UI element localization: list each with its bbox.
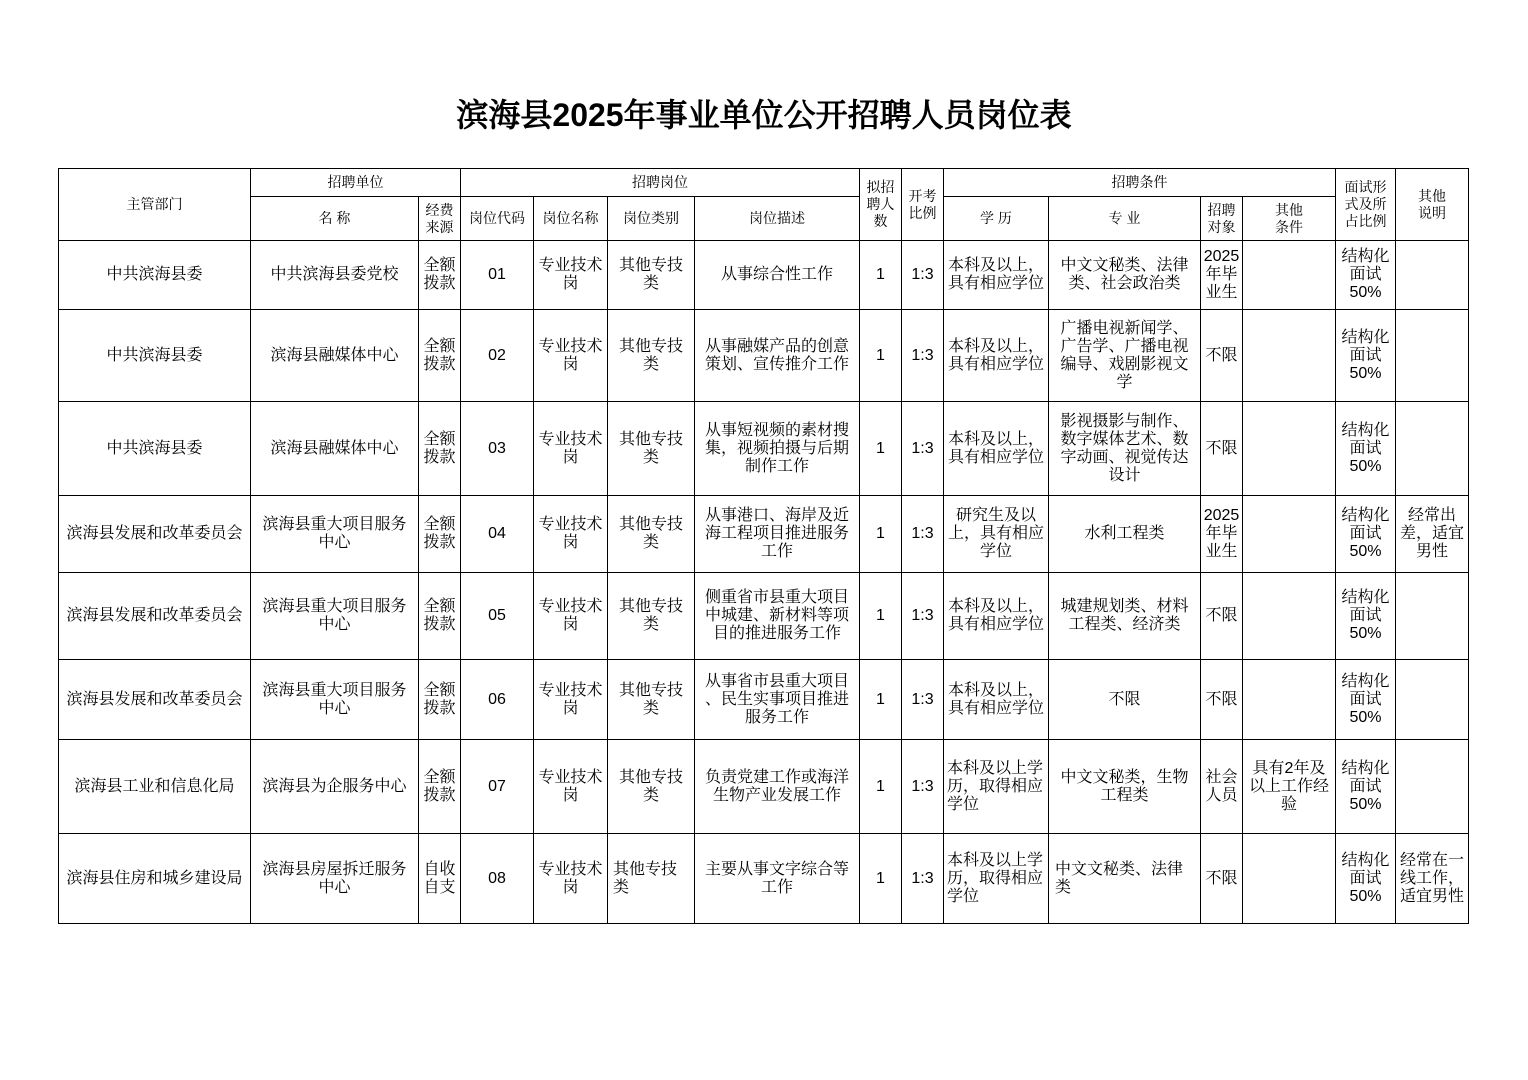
cell-target: 不限: [1201, 834, 1243, 924]
cell-post-category: 其他专技类: [608, 573, 695, 660]
cell-post-code: 02: [461, 310, 534, 402]
cell-other-cond: 具有2年及以上工作经验: [1243, 740, 1336, 834]
cell-major: 城建规划类、材料工程类、经济类: [1049, 573, 1201, 660]
header-post-code: 岗位代码: [461, 197, 534, 241]
cell-target: 不限: [1201, 573, 1243, 660]
cell-post-desc: 主要从事文字综合等工作: [695, 834, 860, 924]
cell-post-desc: 从事短视频的素材搜集，视频拍摄与后期制作工作: [695, 402, 860, 496]
cell-ratio: 1:3: [902, 241, 944, 310]
cell-post-code: 01: [461, 241, 534, 310]
cell-other-cond: [1243, 573, 1336, 660]
cell-post-desc: 从事综合性工作: [695, 241, 860, 310]
cell-dept: 中共滨海县委: [59, 310, 251, 402]
cell-funding: 全额拨款: [419, 496, 461, 573]
cell-post-code: 05: [461, 573, 534, 660]
cell-unit-name: 滨海县融媒体中心: [251, 402, 419, 496]
cell-post-desc: 从事融媒产品的创意策划、宣传推介工作: [695, 310, 860, 402]
cell-post-name: 专业技术岗: [534, 834, 608, 924]
header-remarks: [1396, 169, 1469, 241]
cell-target: 不限: [1201, 660, 1243, 740]
cell-post-category: 其他专技类: [608, 241, 695, 310]
cell-post-code: 04: [461, 496, 534, 573]
cell-funding: 自收自支: [419, 834, 461, 924]
cell-interview: 结构化面试50%: [1336, 496, 1396, 573]
cell-post-desc: 侧重省市县重大项目中城建、新材料等项目的推进服务工作: [695, 573, 860, 660]
cell-ratio: 1:3: [902, 310, 944, 402]
header-post-group: 招聘岗位: [461, 169, 860, 197]
cell-interview: 结构化面试50%: [1336, 402, 1396, 496]
cell-post-name: 专业技术岗: [534, 402, 608, 496]
header-cond-group: 招聘条件: [944, 169, 1336, 197]
page-title: 滨海县2025年事业单位公开招聘人员岗位表: [456, 97, 1072, 133]
cell-remarks: [1396, 660, 1469, 740]
cell-unit-name: 滨海县为企服务中心: [251, 740, 419, 834]
cell-ratio: 1:3: [902, 402, 944, 496]
header-unit-name: 名 称: [251, 197, 419, 241]
cell-ratio: 1:3: [902, 834, 944, 924]
header-interview: 面试形式及所占比例: [1336, 169, 1396, 241]
cell-funding: 全额拨款: [419, 573, 461, 660]
table-row: [59, 402, 1469, 496]
cell-headcount: 1: [860, 402, 902, 496]
cell-post-category: 其他专技类: [608, 740, 695, 834]
header-dept: 主管部门: [59, 169, 251, 241]
cell-post-desc: 从事省市县重大项目、民生实事项目推进服务工作: [695, 660, 860, 740]
cell-ratio: 1:3: [902, 496, 944, 573]
cell-education: 本科及以上学历，取得相应学位: [944, 740, 1049, 834]
cell-unit-name: 滨海县房屋拆迁服务中心: [251, 834, 419, 924]
cell-interview: 结构化面试50%: [1336, 573, 1396, 660]
cell-other-cond: [1243, 660, 1336, 740]
header-row-1: [59, 169, 1469, 197]
cell-education: 本科及以上，具有相应学位: [944, 573, 1049, 660]
cell-headcount: 1: [860, 496, 902, 573]
cell-interview: 结构化面试50%: [1336, 241, 1396, 310]
cell-post-code: 03: [461, 402, 534, 496]
cell-interview: 结构化面试50%: [1336, 310, 1396, 402]
cell-major: 中文文秘类、法律类: [1049, 834, 1201, 924]
cell-remarks: [1396, 310, 1469, 402]
cell-unit-name: 滨海县重大项目服务中心: [251, 496, 419, 573]
cell-remarks: [1396, 740, 1469, 834]
cell-remarks: 经常在一线工作，适宜男性: [1396, 834, 1469, 924]
cell-ratio: 1:3: [902, 573, 944, 660]
cell-funding: 全额拨款: [419, 310, 461, 402]
cell-post-name: 专业技术岗: [534, 310, 608, 402]
table-row: [59, 740, 1469, 834]
table-row: [59, 310, 1469, 402]
table-row: [59, 834, 1469, 924]
header-funding: 经费来源: [419, 197, 461, 241]
cell-headcount: 1: [860, 241, 902, 310]
cell-dept: 中共滨海县委: [59, 241, 251, 310]
cell-funding: 全额拨款: [419, 740, 461, 834]
cell-other-cond: [1243, 834, 1336, 924]
cell-funding: 全额拨款: [419, 241, 461, 310]
cell-headcount: 1: [860, 834, 902, 924]
cell-remarks: [1396, 402, 1469, 496]
cell-dept: 滨海县发展和改革委员会: [59, 573, 251, 660]
cell-remarks: [1396, 573, 1469, 660]
cell-major: 中文文秘类、法律类、社会政治类: [1049, 241, 1201, 310]
cell-target: 2025年毕业生: [1201, 496, 1243, 573]
cell-post-desc: 从事港口、海岸及近海工程项目推进服务工作: [695, 496, 860, 573]
table-row: [59, 573, 1469, 660]
cell-major: 广播电视新闻学、广告学、广播电视编导、戏剧影视文学: [1049, 310, 1201, 402]
table-row: [59, 496, 1469, 573]
header-post-category: 岗位类别: [608, 197, 695, 241]
cell-target: 社会人员: [1201, 740, 1243, 834]
cell-unit-name: 中共滨海县委党校: [251, 241, 419, 310]
cell-other-cond: [1243, 402, 1336, 496]
cell-post-code: 08: [461, 834, 534, 924]
cell-dept: 中共滨海县委: [59, 402, 251, 496]
cell-major: 中文文秘类，生物工程类: [1049, 740, 1201, 834]
cell-education: 本科及以上，具有相应学位: [944, 241, 1049, 310]
cell-interview: 结构化面试50%: [1336, 834, 1396, 924]
header-ratio: 开考比例: [902, 169, 944, 241]
cell-unit-name: 滨海县融媒体中心: [251, 310, 419, 402]
header-major: 专 业: [1049, 197, 1201, 241]
cell-ratio: 1:3: [902, 740, 944, 834]
cell-funding: 全额拨款: [419, 402, 461, 496]
cell-other-cond: [1243, 241, 1336, 310]
cell-post-category: 其他专技类: [608, 310, 695, 402]
cell-post-code: 07: [461, 740, 534, 834]
cell-education: 本科及以上，具有相应学位: [944, 402, 1049, 496]
cell-post-category: 其他专技类: [608, 402, 695, 496]
cell-post-name: 专业技术岗: [534, 660, 608, 740]
table-row: [59, 241, 1469, 310]
cell-dept: 滨海县发展和改革委员会: [59, 496, 251, 573]
cell-post-name: 专业技术岗: [534, 496, 608, 573]
cell-major: 影视摄影与制作、数字媒体艺术、数字动画、视觉传达设计: [1049, 402, 1201, 496]
table-row: [59, 660, 1469, 740]
cell-funding: 全额拨款: [419, 660, 461, 740]
header-other-cond-label: 其他条件: [1275, 201, 1303, 235]
cell-headcount: 1: [860, 310, 902, 402]
cell-remarks: 经常出差，适宜男性: [1396, 496, 1469, 573]
header-unit-group: 招聘单位: [251, 169, 461, 197]
cell-post-category: 其他专技类: [608, 660, 695, 740]
cell-education: 本科及以上学历，取得相应学位: [944, 834, 1049, 924]
header-post-desc: 岗位描述: [695, 197, 860, 241]
cell-headcount: 1: [860, 740, 902, 834]
header-post-name: 岗位名称: [534, 197, 608, 241]
cell-post-name: 专业技术岗: [534, 573, 608, 660]
cell-interview: 结构化面试50%: [1336, 740, 1396, 834]
cell-education: 研究生及以上，具有相应学位: [944, 496, 1049, 573]
recruitment-table: [58, 168, 1469, 924]
cell-post-desc: 负责党建工作或海洋生物产业发展工作: [695, 740, 860, 834]
cell-interview: 结构化面试50%: [1336, 660, 1396, 740]
cell-other-cond: [1243, 496, 1336, 573]
cell-dept: 滨海县住房和城乡建设局: [59, 834, 251, 924]
cell-target: 不限: [1201, 402, 1243, 496]
cell-post-name: 专业技术岗: [534, 740, 608, 834]
header-education: 学 历: [944, 197, 1049, 241]
cell-post-code: 06: [461, 660, 534, 740]
cell-target: 不限: [1201, 310, 1243, 402]
cell-post-category: 其他专技类: [608, 834, 695, 924]
cell-unit-name: 滨海县重大项目服务中心: [251, 573, 419, 660]
cell-other-cond: [1243, 310, 1336, 402]
cell-dept: 滨海县工业和信息化局: [59, 740, 251, 834]
cell-post-category: 其他专技类: [608, 496, 695, 573]
header-row-2: [59, 197, 1469, 241]
cell-remarks: [1396, 241, 1469, 310]
cell-dept: 滨海县发展和改革委员会: [59, 660, 251, 740]
cell-major: 水利工程类: [1049, 496, 1201, 573]
header-headcount: 拟招聘人数: [860, 169, 902, 241]
header-other-cond: [1243, 197, 1336, 241]
cell-major: 不限: [1049, 660, 1201, 740]
cell-target: 2025年毕业生: [1201, 241, 1243, 310]
header-remarks-label: 其他说明: [1418, 187, 1446, 221]
cell-headcount: 1: [860, 573, 902, 660]
cell-education: 本科及以上，具有相应学位: [944, 310, 1049, 402]
cell-unit-name: 滨海县重大项目服务中心: [251, 660, 419, 740]
cell-education: 本科及以上，具有相应学位: [944, 660, 1049, 740]
header-target: 招聘对象: [1201, 197, 1243, 241]
cell-post-name: 专业技术岗: [534, 241, 608, 310]
cell-ratio: 1:3: [902, 660, 944, 740]
cell-headcount: 1: [860, 660, 902, 740]
